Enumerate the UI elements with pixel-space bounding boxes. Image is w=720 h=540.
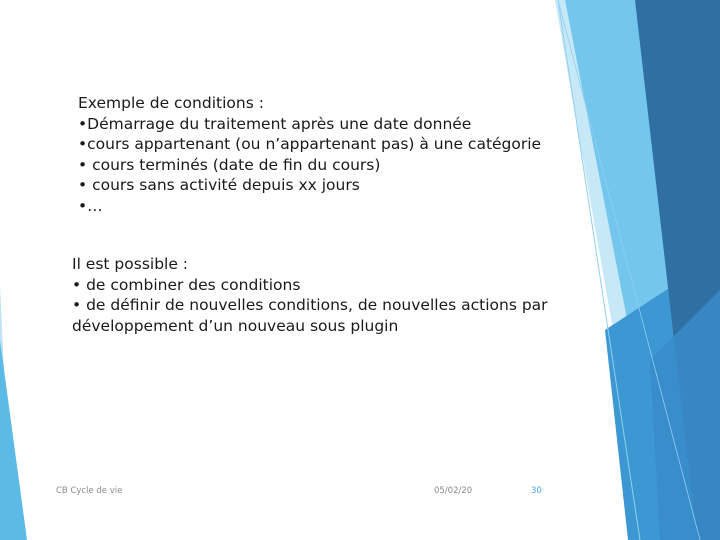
- condition-item: •cours appartenant (ou n’appartenant pas) à une catégorie: [78, 135, 542, 153]
- footer-date: 05/02/20: [434, 486, 473, 496]
- condition-item: •…: [78, 196, 103, 215]
- conditions-heading: Exemple de conditions :: [78, 94, 264, 112]
- slide-number: 30: [531, 486, 542, 496]
- condition-item: •Démarrage du traitement après une date donnée: [78, 114, 472, 133]
- possibilities: [72, 254, 548, 336]
- condition-item: • cours terminés (date de fin du cours): [78, 155, 381, 174]
- conditions-examples: [78, 93, 541, 216]
- possibility-item: • de définir de nouvelles conditions, de nouvelles actions par: [72, 296, 548, 314]
- possibilities-heading: Il est possible :: [72, 255, 189, 273]
- footer-title: CB Cycle de vie: [56, 486, 123, 496]
- possibility-item: • de combiner des conditions: [72, 275, 301, 294]
- left-accent-shape: [0, 340, 27, 540]
- condition-item: • cours sans activité depuis xx jours: [78, 176, 360, 194]
- possibility-item-continued: développement d’un nouveau sous plugin: [72, 316, 399, 335]
